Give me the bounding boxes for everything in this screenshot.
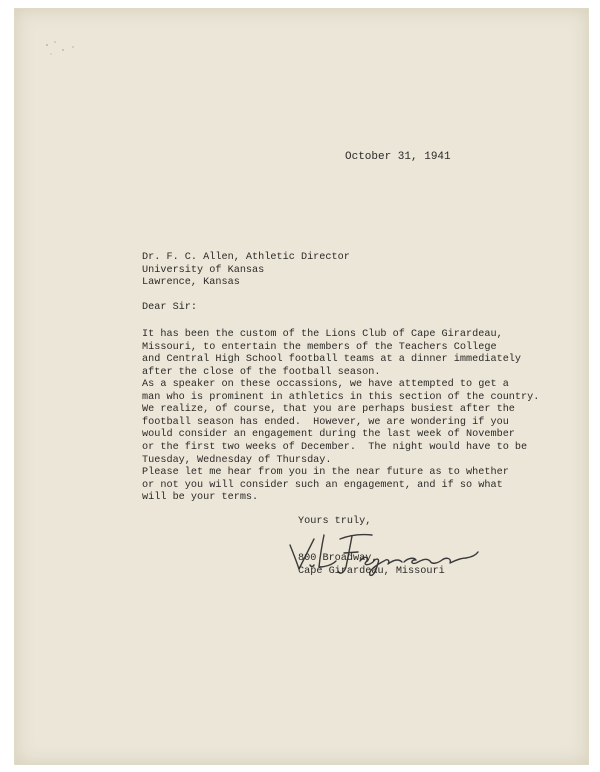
text-line: would consider an engagement during the last week of November — [142, 429, 515, 441]
text-line: It has been the custom of the Lions Club of Cape Girardeau, — [142, 329, 503, 340]
signer-address — [298, 553, 445, 578]
recipient-address — [142, 252, 350, 290]
paper-specks — [43, 39, 83, 59]
text-line: man who is prominent in athletics in this section of the country. — [142, 391, 540, 403]
text-line: will be your terms. — [142, 492, 259, 504]
paragraph-3 — [142, 467, 509, 505]
closing: Yours truly, — [298, 516, 372, 527]
address-line: Lawrence, Kansas — [142, 277, 240, 289]
text-line: Missouri, to entertain the members of the Teachers College — [142, 341, 497, 353]
text-line: football season has ended. However, we are wondering if you — [142, 416, 509, 428]
paragraph-2 — [142, 379, 539, 467]
text-line: or the first two weeks of December. The night would have to be — [142, 441, 528, 453]
address-line: Dr. F. C. Allen, Athletic Director — [142, 252, 350, 263]
address-line: 800 Broadway, — [298, 553, 378, 564]
text-line: Please let me hear from you in the near future as to whether — [142, 467, 509, 478]
salutation: Dear Sir: — [142, 302, 198, 313]
text-line: or not you will consider such an engagement, and if so what — [142, 479, 503, 491]
letter-date: October 31, 1941 — [345, 151, 451, 163]
address-line: University of Kansas — [142, 264, 265, 276]
text-line: and Central High School football teams at a dinner immediately — [142, 354, 522, 366]
text-line: We realize, of course, that you are perhaps busiest after the — [142, 404, 515, 416]
paragraph-1 — [142, 329, 521, 379]
text-line: after the close of the football season. — [142, 366, 381, 378]
text-line: Tuesday, Wednesday of Thursday. — [142, 454, 332, 466]
text-line: As a speaker on these occassions, we have attempted to get a — [142, 379, 509, 390]
address-line: Cape Girardeau, Missouri — [298, 565, 445, 577]
